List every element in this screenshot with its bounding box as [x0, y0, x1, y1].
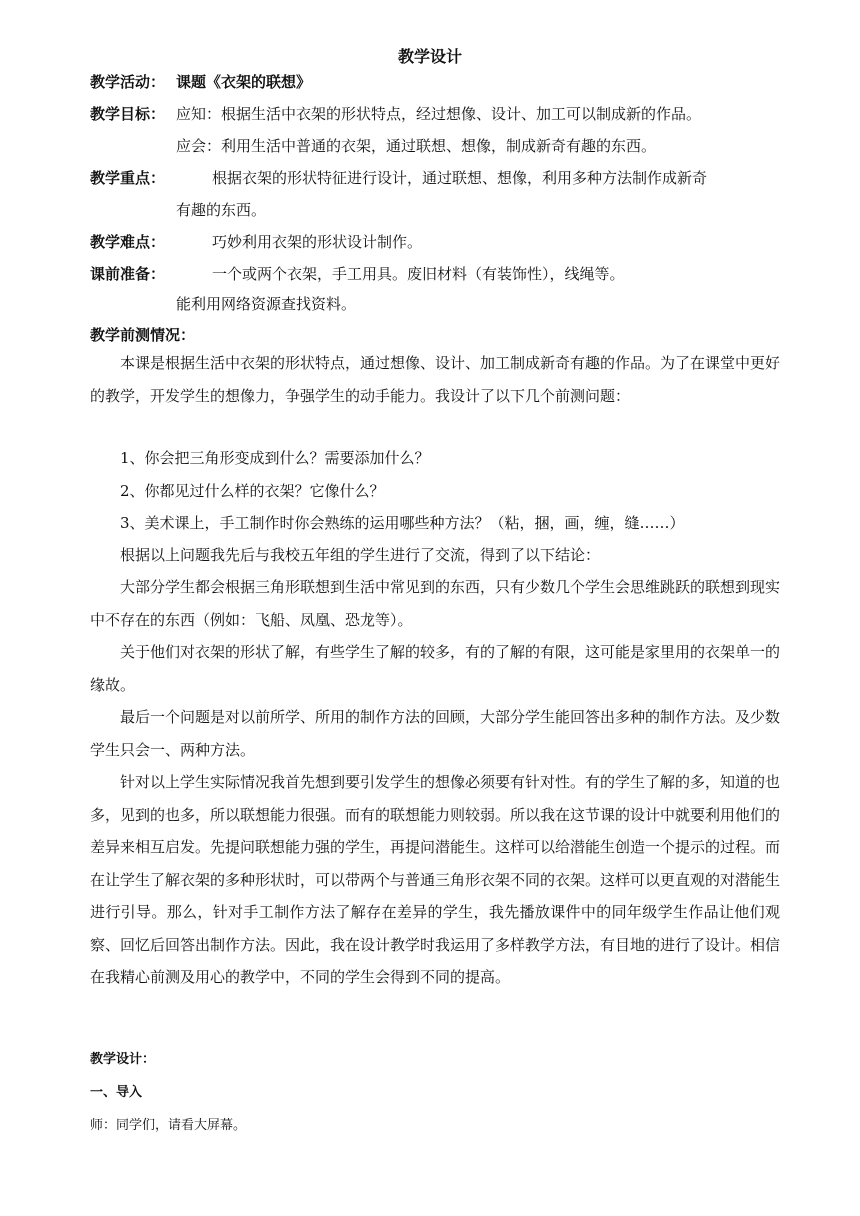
goals-line-2: 应会：利用生活中普通的衣架，通过联想、想像，制成新奇有趣的东西。: [176, 137, 657, 155]
activity-value: 课题《衣架的联想》: [176, 73, 312, 91]
pretest-paragraph-2: 根据以上问题我先后与我校五年组的学生进行了交流，得到了以下结论：: [120, 546, 601, 564]
design-heading: 教学设计：: [90, 1052, 156, 1067]
pretest-paragraph-1-text: 本课是根据生活中衣架的形状特点，通过想像、设计、加工制成新奇有趣的作品。为了在课堂中更好的教学，开发学生的想像力，争强学生的动手能力。我设计了以下几个前测问题：: [90, 354, 781, 405]
pretest-question-3: 3、美术课上，手工制作时你会熟练的运用哪些种方法？（粘，捆，画，缠，缝……）: [120, 514, 685, 532]
pretest-question-1: 1、你会把三角形变成到什么？需要添加什么？: [120, 449, 430, 467]
focus-line-1: 根据衣架的形状特征进行设计，通过联想、想像，利用多种方法制作成新奇: [212, 169, 708, 187]
design-line-1: 师：同学们，请看大屏幕。: [90, 1118, 247, 1133]
prep-label: 课前准备：: [90, 265, 166, 283]
goals-line-1: 应知：根据生活中衣架的形状特点，经过想像、设计、加工可以制成新的作品。: [176, 105, 702, 123]
pretest-paragraph-6-text: 针对以上学生实际情况我首先想到要引发学生的想像必须要有针对性。有的学生了解的多，知道的也多，见到的也多，所以联想能力很强。而有的联想能力则较弱。所以我在这节课的设计中就要利用他们的差异来相互启发。先提问联想能力强的学生，再提问潜能生。这样可以给潜能生创造一个提示的过程。而在让学生了解衣架的多种形状时，可以带两个与普通三角形衣架不同的衣架。这样可以更直观的对潜能生进行引导。那么，针对手工制作方法了解存在差异的学生，我先播放课件中的同年级学生作品让他们观察、回忆后回答出制作方法。因此，我在设计教学时我运用了多样教学方法，有目地的进行了设计。相信在我精心前测及用心的教学中，不同的学生会得到不同的提高。: [90, 773, 781, 986]
pretest-paragraph-4: [90, 636, 780, 701]
focus-line-2: 有趣的东西。: [176, 201, 267, 219]
prep-line-1: 一个或两个衣架，手工用具。废旧材料（有装饰性），线绳等。: [212, 265, 625, 283]
pretest-heading: 教学前测情况：: [90, 326, 196, 344]
pretest-paragraph-5: [90, 701, 780, 766]
pretest-paragraph-4-text: 关于他们对衣架的形状了解，有些学生了解的较多，有的了解的有限，这可能是家里用的衣架单一的缘故。: [90, 643, 781, 694]
focus-label: 教学重点：: [90, 169, 166, 187]
pretest-paragraph-5-text: 最后一个问题是对以前所学、所用的制作方法的回顾，大部分学生能回答出多种的制作方法。及少数学生只会一、两种方法。: [90, 708, 781, 759]
pretest-paragraph-3-text: 大部分学生都会根据三角形联想到生活中常见到的东西，只有少数几个学生会思维跳跃的联想到现实中不存在的东西（例如：飞船、凤凰、恐龙等）。: [90, 578, 781, 629]
difficulty-label: 教学难点：: [90, 233, 166, 251]
pretest-question-2: 2、你都见过什么样的衣架？它像什么？: [120, 482, 385, 500]
pretest-paragraph-3: [90, 571, 780, 636]
prep-line-2: 能利用网络资源查找资料。: [176, 295, 357, 313]
design-section-1: 一、导入: [90, 1085, 143, 1100]
page-title: 教学设计: [397, 47, 462, 66]
pretest-paragraph-6: [90, 766, 780, 994]
activity-label: 教学活动：: [90, 73, 166, 91]
pretest-paragraph-1: [90, 347, 780, 412]
goals-label: 教学目标：: [90, 105, 166, 123]
difficulty-value: 巧妙利用衣架的形状设计制作。: [212, 233, 423, 251]
